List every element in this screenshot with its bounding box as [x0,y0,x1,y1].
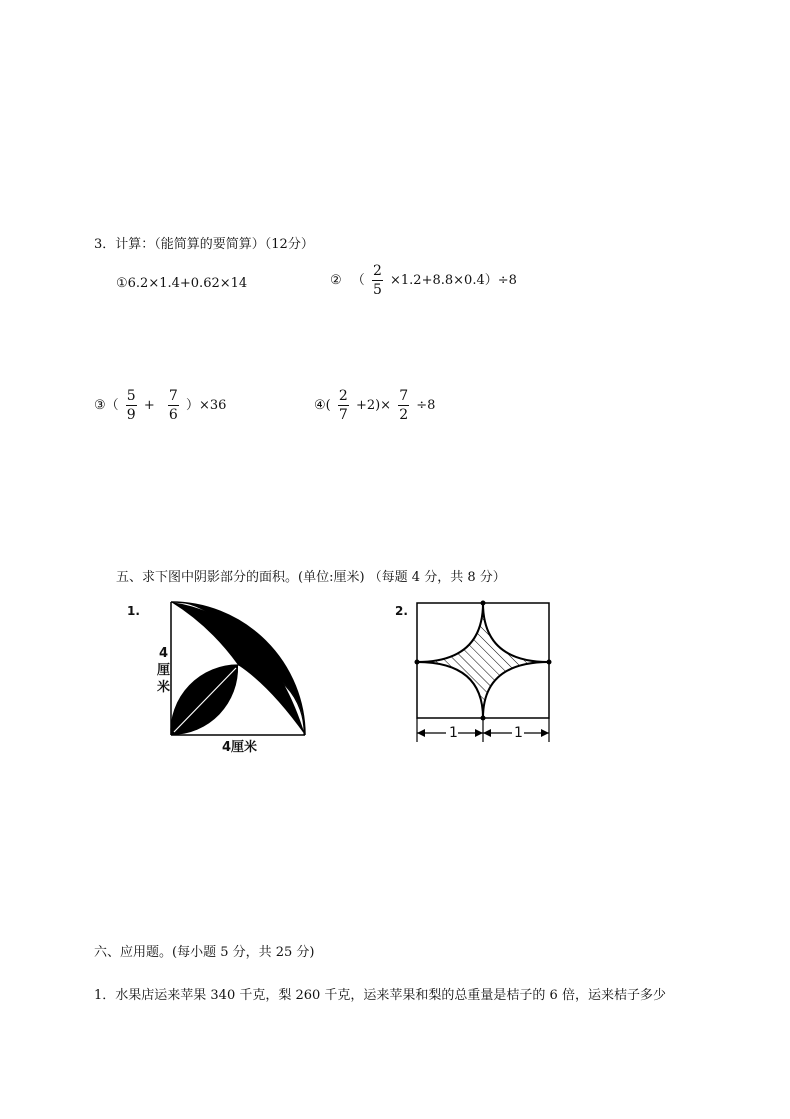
section-5-title: 五、求下图中阴影部分的面积。(单位:厘米) （每题 4 分，共 8 分） [116,570,506,585]
dimension-label-left: 1 [449,725,458,741]
problem-4-mid: +2)× [355,398,392,413]
section-3-title: 3．计算：（能简算的要简算）（12分） [94,237,314,252]
dimension-label-right: 1 [514,725,523,741]
fraction-numerator: 2 [372,263,382,279]
side-label-char-1: 厘 [157,663,171,678]
side-label-digit: 4 [158,646,169,661]
fraction-denominator: 7 [338,407,348,423]
fraction-numerator: 7 [399,388,409,404]
plus-sign: + [143,398,155,413]
fraction-5-9 [126,389,137,422]
figure-2-square [410,596,560,746]
problem-2 [330,264,517,297]
fraction-2-5 [372,264,383,297]
word-problem-1: 1．水果店运来苹果 340 千克，梨 260 千克，运来苹果和梨的总重量是桔子的 6 倍，运来桔子多少 [94,988,666,1003]
problem-2-label: ② [330,273,342,288]
side-label-char-2: 米 [157,680,171,695]
figure-1-bottom-label: 4厘米 [222,740,258,755]
problem-3-rest: ）×36 [185,398,227,413]
hatched-star-region [417,603,549,718]
figure-1-side-label [157,645,170,696]
fraction-7-6 [168,389,179,422]
fraction-denominator: 9 [126,407,136,423]
fraction-2-7 [338,389,349,422]
section-6-title: 六、应用题。(每小题 5 分，共 25 分) [94,945,315,960]
problem-4-label: ④( [314,398,331,413]
fraction-numerator: 5 [126,388,136,404]
problem-2-rest: ×1.2+8.8×0.4）÷8 [390,273,517,288]
fraction-denominator: 5 [372,282,382,298]
problem-3-label: ③（ [94,398,119,413]
problem-2-open: （ [351,273,365,288]
fraction-denominator: 6 [168,407,178,423]
problem-4-rest: ÷8 [416,398,436,413]
figure-1-number: 1. [127,604,140,618]
fraction-denominator: 2 [399,407,409,423]
fraction-numerator: 7 [168,388,178,404]
figure-1-quarter-circle [150,596,320,756]
problem-3 [94,389,226,422]
fraction-numerator: 2 [338,388,348,404]
fraction-7-2 [398,389,409,422]
figure-2-number: 2. [395,604,408,618]
problem-1: ①6.2×1.4+0.62×14 [116,276,248,291]
problem-4 [314,389,435,422]
